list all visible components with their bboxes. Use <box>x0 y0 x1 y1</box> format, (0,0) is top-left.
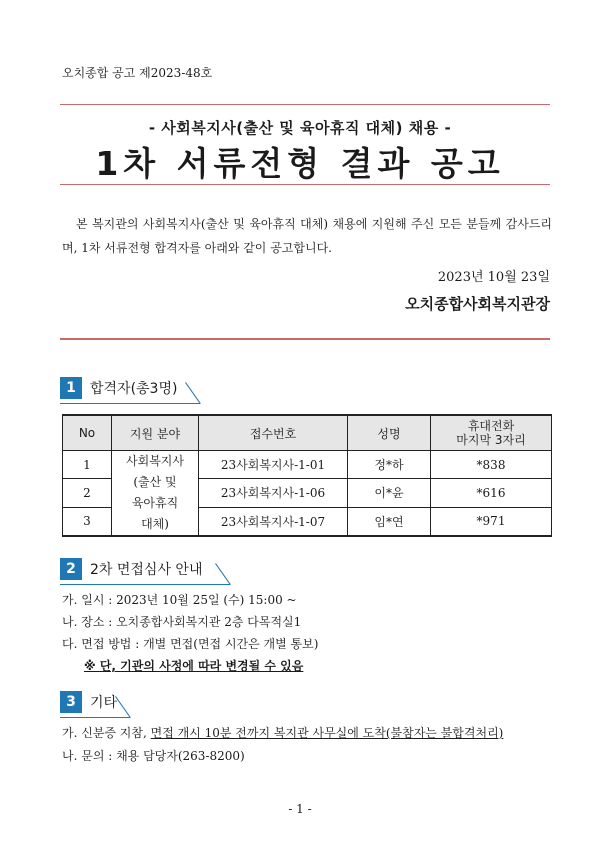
interview-place: 나. 장소 : 오치종합사회복지관 2층 다목적실1 <box>62 615 302 629</box>
header-field: 지원 분야 <box>112 415 199 451</box>
section-label: 기타 <box>90 695 118 711</box>
section-number: 1 <box>60 377 82 399</box>
title-rule-bottom <box>60 184 550 185</box>
section-header-2 <box>60 556 202 582</box>
results-table <box>62 414 552 537</box>
signer: 오치종합사회복지관장 <box>405 295 550 313</box>
divider <box>60 338 550 340</box>
field-line: 대체) <box>141 517 169 531</box>
cell-phone: *838 <box>431 451 552 479</box>
etc-item-1-emphasis: 면접 개시 10분 전까지 복지관 사무실에 도착(불참자는 불합격처리) <box>150 726 504 740</box>
etc-item-1 <box>62 724 503 741</box>
title-rule-top <box>60 104 550 105</box>
section-number: 2 <box>60 558 82 580</box>
etc-item-2: 나. 문의 : 채용 담당자(263-8200) <box>62 749 245 763</box>
cell-no: 2 <box>63 479 112 507</box>
section-underline <box>60 584 230 585</box>
cell-name: 이*윤 <box>348 479 431 507</box>
section-header-3 <box>60 689 117 715</box>
interview-method: 다. 면접 방법 : 개별 면접(면접 시간은 개별 통보) <box>62 637 319 651</box>
header-phone-line2: 마지막 3자리 <box>456 433 526 447</box>
section-underline <box>60 717 130 718</box>
notice-number: 오치종합 공고 제2023-48호 <box>62 66 213 80</box>
cell-name: 임*연 <box>348 507 431 536</box>
intro-paragraph: 본 복지관의 사회복지사(출산 및 육아휴직 대체) 채용에 지원해 주신 모든 분들께 감사드리며, 1차 서류전형 합격자를 아래와 같이 공고합니다. <box>62 217 552 255</box>
header-name: 성명 <box>348 415 431 451</box>
field-line: 사회복지사 <box>126 454 184 468</box>
interview-note: ※ 단, 기관의 사정에 따라 변경될 수 있음 <box>84 659 304 673</box>
header-phone-line1: 휴대전화 <box>467 419 515 433</box>
header-phone <box>431 415 552 451</box>
cell-field <box>112 451 199 537</box>
section-slash <box>215 563 231 585</box>
cell-phone: *616 <box>431 479 552 507</box>
section-label: 2차 면접심사 안내 <box>90 562 203 578</box>
table-row <box>63 451 552 479</box>
cell-no: 1 <box>63 451 112 479</box>
section-underline <box>60 403 200 404</box>
field-line: (출산 및 <box>133 475 177 489</box>
section-number: 3 <box>60 691 82 713</box>
cell-no: 3 <box>63 507 112 536</box>
interview-date: 가. 일시 : 2023년 10월 25일 (수) 15:00 ~ <box>62 593 297 607</box>
cell-name: 정*하 <box>348 451 431 479</box>
section-label: 합격자(총3명) <box>90 381 178 397</box>
etc-item-1-prefix: 가. 신분증 지참, <box>62 726 151 740</box>
header-receipt: 접수번호 <box>199 415 348 451</box>
table-header-row <box>63 415 552 451</box>
cell-phone: *971 <box>431 507 552 536</box>
subtitle: - 사회복지사(출산 및 육아휴직 대체) 채용 - <box>148 119 452 137</box>
cell-receipt: 23사회복지사-1-01 <box>199 451 348 479</box>
field-line: 육아휴직 <box>131 496 179 510</box>
section-header-1 <box>60 375 177 401</box>
notice-date: 2023년 10월 23일 <box>437 270 550 285</box>
cell-receipt: 23사회복지사-1-07 <box>199 507 348 536</box>
cell-receipt: 23사회복지사-1-06 <box>199 479 348 507</box>
page-title: 1차 서류전형 결과 공고 <box>95 144 505 183</box>
section-slash <box>185 382 201 404</box>
section-slash <box>115 696 131 718</box>
page-number: - 1 - <box>288 802 312 816</box>
header-no: No <box>63 415 112 451</box>
